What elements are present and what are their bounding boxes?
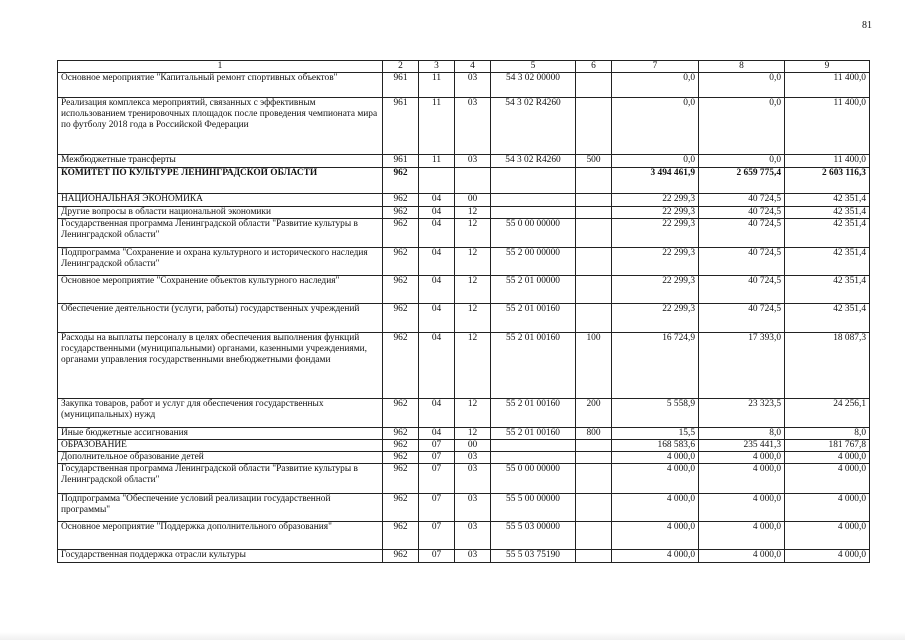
- expense-type-code: [576, 168, 612, 194]
- amount-col-8: 40 724,5: [699, 248, 785, 276]
- row-name: Государственная программа Ленинградской области "Развитие культуры в Ленинградской области": [58, 219, 383, 248]
- row-name: Основное мероприятие "Сохранение объектов культурного наследия": [58, 276, 383, 304]
- subsection-code: 03: [455, 73, 491, 98]
- amount-col-7: 15,5: [612, 428, 699, 440]
- admin-code: 961: [383, 155, 419, 168]
- expense-type-code: [576, 440, 612, 452]
- subsection-code: 12: [455, 304, 491, 333]
- expense-type-code: 800: [576, 428, 612, 440]
- table-row: [58, 207, 870, 219]
- row-name: ОБРАЗОВАНИЕ: [58, 440, 383, 452]
- row-name: Основное мероприятие "Поддержка дополнительного образования": [58, 522, 383, 550]
- row-name: КОМИТЕТ ПО КУЛЬТУРЕ ЛЕНИНГРАДСКОЙ ОБЛАСТИ: [58, 168, 383, 194]
- amount-col-7: 22 299,3: [612, 207, 699, 219]
- amount-col-8: 23 323,5: [699, 399, 785, 428]
- admin-code: 962: [383, 333, 419, 399]
- table-row: [58, 464, 870, 494]
- table-row: [58, 98, 870, 155]
- expense-type-code: [576, 73, 612, 98]
- amount-col-7: 22 299,3: [612, 304, 699, 333]
- admin-code: 962: [383, 219, 419, 248]
- table-row: [58, 248, 870, 276]
- row-name: Подпрограмма "Обеспечение условий реализации государственной программы": [58, 494, 383, 522]
- amount-col-7: 22 299,3: [612, 276, 699, 304]
- amount-col-7: 4 000,0: [612, 550, 699, 563]
- section-code: 11: [419, 155, 455, 168]
- target-article-code: 54 3 02 00000: [491, 73, 576, 98]
- amount-col-9: 4 000,0: [785, 494, 870, 522]
- amount-col-8: 40 724,5: [699, 207, 785, 219]
- table-row: [58, 155, 870, 168]
- amount-col-8: 40 724,5: [699, 194, 785, 207]
- target-article-code: 55 2 01 00160: [491, 428, 576, 440]
- expense-type-code: 500: [576, 155, 612, 168]
- amount-col-8: 8,0: [699, 428, 785, 440]
- target-article-code: 55 2 01 00160: [491, 304, 576, 333]
- amount-col-9: 181 767,8: [785, 440, 870, 452]
- row-name: Расходы на выплаты персоналу в целях обеспечения выполнения функций государственными (муниципальными) органами, казенными учреждениями, органами управления государственными внебюджетными фондами: [58, 333, 383, 399]
- subsection-code: 03: [455, 494, 491, 522]
- column-number: 6: [576, 61, 612, 73]
- row-name: Государственная поддержка отрасли культуры: [58, 550, 383, 563]
- expense-type-code: [576, 248, 612, 276]
- section-code: 07: [419, 452, 455, 464]
- column-number: 3: [419, 61, 455, 73]
- amount-col-7: 3 494 461,9: [612, 168, 699, 194]
- section-code: 07: [419, 464, 455, 494]
- subsection-code: 00: [455, 194, 491, 207]
- row-name: Основное мероприятие "Капитальный ремонт спортивных объектов": [58, 73, 383, 98]
- subsection-code: 12: [455, 248, 491, 276]
- admin-code: 962: [383, 304, 419, 333]
- admin-code: 962: [383, 428, 419, 440]
- section-code: 07: [419, 550, 455, 563]
- table-row: [58, 428, 870, 440]
- amount-col-8: 0,0: [699, 73, 785, 98]
- target-article-code: 55 2 01 00160: [491, 399, 576, 428]
- expense-type-code: [576, 550, 612, 563]
- expense-type-code: [576, 194, 612, 207]
- subsection-code: 12: [455, 399, 491, 428]
- amount-col-9: 2 603 116,3: [785, 168, 870, 194]
- amount-col-8: 0,0: [699, 155, 785, 168]
- section-code: 04: [419, 428, 455, 440]
- table-row: [58, 168, 870, 194]
- amount-col-9: 42 351,4: [785, 304, 870, 333]
- section-code: 04: [419, 248, 455, 276]
- section-code: 04: [419, 333, 455, 399]
- column-number: 2: [383, 61, 419, 73]
- target-article-code: 55 2 01 00160: [491, 333, 576, 399]
- target-article-code: [491, 440, 576, 452]
- amount-col-7: 168 583,6: [612, 440, 699, 452]
- subsection-code: 03: [455, 452, 491, 464]
- amount-col-8: 4 000,0: [699, 550, 785, 563]
- subsection-code: 03: [455, 550, 491, 563]
- target-article-code: 55 2 00 00000: [491, 248, 576, 276]
- expense-type-code: 200: [576, 399, 612, 428]
- amount-col-9: 4 000,0: [785, 452, 870, 464]
- row-name: Государственная программа Ленинградской области "Развитие культуры в Ленинградской области": [58, 464, 383, 494]
- amount-col-7: 16 724,9: [612, 333, 699, 399]
- amount-col-7: 0,0: [612, 98, 699, 155]
- section-code: 07: [419, 440, 455, 452]
- admin-code: 962: [383, 550, 419, 563]
- target-article-code: 55 2 01 00000: [491, 276, 576, 304]
- table-row: [58, 440, 870, 452]
- expense-type-code: [576, 98, 612, 155]
- table-row: [58, 73, 870, 98]
- amount-col-8: 40 724,5: [699, 219, 785, 248]
- amount-col-7: 4 000,0: [612, 464, 699, 494]
- expense-type-code: 100: [576, 333, 612, 399]
- admin-code: 962: [383, 168, 419, 194]
- target-article-code: 55 5 03 75190: [491, 550, 576, 563]
- expense-type-code: [576, 207, 612, 219]
- section-code: 04: [419, 194, 455, 207]
- target-article-code: 55 0 00 00000: [491, 464, 576, 494]
- row-name: Реализация комплекса мероприятий, связанных с эффективным использованием тренировочных площадок после проведения чемпионата мира по футболу 2018 года в Российской Федерации: [58, 98, 383, 155]
- amount-col-9: 42 351,4: [785, 276, 870, 304]
- subsection-code: 12: [455, 276, 491, 304]
- amount-col-9: 18 087,3: [785, 333, 870, 399]
- section-code: 07: [419, 522, 455, 550]
- row-name: Другие вопросы в области национальной экономики: [58, 207, 383, 219]
- admin-code: 961: [383, 73, 419, 98]
- table-row: [58, 399, 870, 428]
- table-row: [58, 452, 870, 464]
- amount-col-9: 42 351,4: [785, 207, 870, 219]
- admin-code: 962: [383, 399, 419, 428]
- admin-code: 962: [383, 464, 419, 494]
- expense-type-code: [576, 304, 612, 333]
- amount-col-9: 11 400,0: [785, 73, 870, 98]
- admin-code: 962: [383, 207, 419, 219]
- amount-col-8: 2 659 775,4: [699, 168, 785, 194]
- amount-col-7: 0,0: [612, 155, 699, 168]
- row-name: Закупка товаров, работ и услуг для обеспечения государственных (муниципальных) нужд: [58, 399, 383, 428]
- table-row: [58, 304, 870, 333]
- table-row: [58, 276, 870, 304]
- amount-col-8: 4 000,0: [699, 452, 785, 464]
- row-name: Подпрограмма "Сохранение и охрана культурного и исторического наследия Ленинградской области": [58, 248, 383, 276]
- column-number: 1: [58, 61, 383, 73]
- section-code: 04: [419, 304, 455, 333]
- scan-edge: [0, 632, 905, 640]
- admin-code: 962: [383, 248, 419, 276]
- amount-col-9: 24 256,1: [785, 399, 870, 428]
- subsection-code: 03: [455, 155, 491, 168]
- subsection-code: 03: [455, 464, 491, 494]
- target-article-code: [491, 207, 576, 219]
- table-row: [58, 219, 870, 248]
- admin-code: 962: [383, 494, 419, 522]
- table-row: [58, 522, 870, 550]
- expense-type-code: [576, 276, 612, 304]
- amount-col-7: 4 000,0: [612, 522, 699, 550]
- section-code: 11: [419, 98, 455, 155]
- expense-type-code: [576, 219, 612, 248]
- column-number: 9: [785, 61, 870, 73]
- amount-col-9: 11 400,0: [785, 155, 870, 168]
- amount-col-9: 42 351,4: [785, 219, 870, 248]
- row-name: Дополнительное образование детей: [58, 452, 383, 464]
- budget-table: [57, 60, 870, 563]
- table-row: [58, 550, 870, 563]
- amount-col-9: 4 000,0: [785, 550, 870, 563]
- page-number: 81: [862, 20, 872, 31]
- target-article-code: 54 3 02 R4260: [491, 98, 576, 155]
- expense-type-code: [576, 522, 612, 550]
- subsection-code: 03: [455, 522, 491, 550]
- column-number: 5: [491, 61, 576, 73]
- row-name: Иные бюджетные ассигнования: [58, 428, 383, 440]
- column-number-header-row: [58, 61, 870, 73]
- target-article-code: [491, 194, 576, 207]
- amount-col-9: 4 000,0: [785, 464, 870, 494]
- amount-col-8: 235 441,3: [699, 440, 785, 452]
- subsection-code: 12: [455, 219, 491, 248]
- target-article-code: [491, 452, 576, 464]
- section-code: 04: [419, 276, 455, 304]
- amount-col-8: 17 393,0: [699, 333, 785, 399]
- amount-col-7: 5 558,9: [612, 399, 699, 428]
- admin-code: 962: [383, 452, 419, 464]
- amount-col-8: 40 724,5: [699, 276, 785, 304]
- target-article-code: [491, 168, 576, 194]
- expense-type-code: [576, 464, 612, 494]
- subsection-code: 03: [455, 98, 491, 155]
- amount-col-7: 22 299,3: [612, 219, 699, 248]
- row-name: НАЦИОНАЛЬНАЯ ЭКОНОМИКА: [58, 194, 383, 207]
- admin-code: 962: [383, 522, 419, 550]
- amount-col-7: 22 299,3: [612, 248, 699, 276]
- amount-col-8: 4 000,0: [699, 522, 785, 550]
- target-article-code: 55 5 03 00000: [491, 522, 576, 550]
- target-article-code: 55 0 00 00000: [491, 219, 576, 248]
- expense-type-code: [576, 452, 612, 464]
- amount-col-8: 0,0: [699, 98, 785, 155]
- amount-col-8: 40 724,5: [699, 304, 785, 333]
- section-code: 04: [419, 207, 455, 219]
- amount-col-9: 4 000,0: [785, 522, 870, 550]
- column-number: 8: [699, 61, 785, 73]
- amount-col-7: 0,0: [612, 73, 699, 98]
- table-row: [58, 194, 870, 207]
- subsection-code: 12: [455, 333, 491, 399]
- target-article-code: 54 3 02 R4260: [491, 155, 576, 168]
- row-name: Обеспечение деятельности (услуги, работы) государственных учреждений: [58, 304, 383, 333]
- subsection-code: [455, 168, 491, 194]
- subsection-code: 12: [455, 428, 491, 440]
- subsection-code: 00: [455, 440, 491, 452]
- amount-col-7: 4 000,0: [612, 452, 699, 464]
- amount-col-8: 4 000,0: [699, 494, 785, 522]
- amount-col-7: 22 299,3: [612, 194, 699, 207]
- subsection-code: 12: [455, 207, 491, 219]
- section-code: [419, 168, 455, 194]
- amount-col-7: 4 000,0: [612, 494, 699, 522]
- amount-col-8: 4 000,0: [699, 464, 785, 494]
- section-code: 07: [419, 494, 455, 522]
- row-name: Межбюджетные трансферты: [58, 155, 383, 168]
- admin-code: 961: [383, 98, 419, 155]
- section-code: 11: [419, 73, 455, 98]
- target-article-code: 55 5 00 00000: [491, 494, 576, 522]
- amount-col-9: 42 351,4: [785, 194, 870, 207]
- column-number: 4: [455, 61, 491, 73]
- table-row: [58, 494, 870, 522]
- section-code: 04: [419, 219, 455, 248]
- admin-code: 962: [383, 440, 419, 452]
- amount-col-9: 42 351,4: [785, 248, 870, 276]
- amount-col-9: 11 400,0: [785, 98, 870, 155]
- expense-type-code: [576, 494, 612, 522]
- section-code: 04: [419, 399, 455, 428]
- column-number: 7: [612, 61, 699, 73]
- admin-code: 962: [383, 276, 419, 304]
- admin-code: 962: [383, 194, 419, 207]
- amount-col-9: 8,0: [785, 428, 870, 440]
- table-row: [58, 333, 870, 399]
